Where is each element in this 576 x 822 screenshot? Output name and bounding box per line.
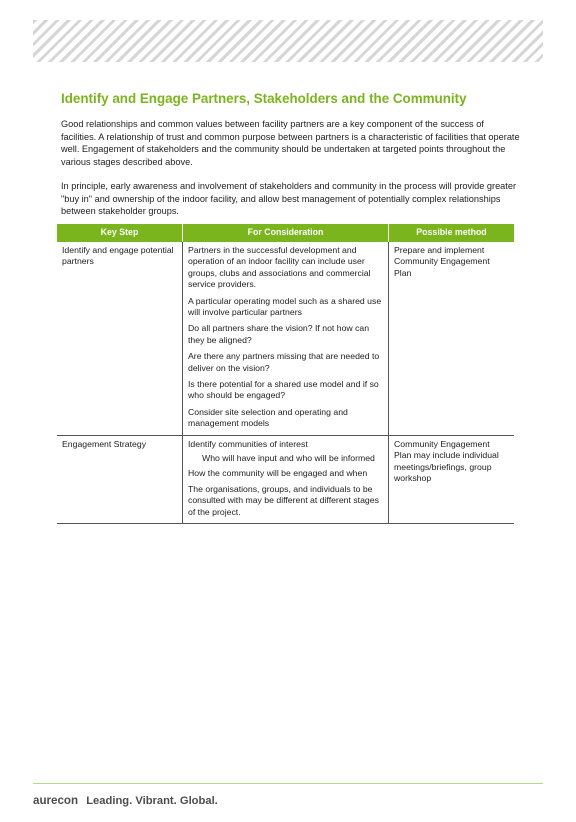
method-cell xyxy=(389,435,515,523)
key-step-cell: Engagement Strategy xyxy=(62,438,147,449)
header-for-consideration: For Consideration xyxy=(183,224,389,242)
consideration-cell xyxy=(183,435,389,523)
consideration-item: How the community will be engaged and when xyxy=(188,467,368,478)
consideration-subitem: Who will have input and who will be informed xyxy=(202,453,375,464)
table-header-row xyxy=(57,224,514,242)
engagement-table xyxy=(57,224,514,524)
consideration-item: Is there potential for a shared use model and if so who should be engaged? xyxy=(188,379,379,401)
consideration-item: A particular operating model such as a shared use will involve particular partners xyxy=(188,295,382,318)
consideration-item: The organisations, groups, and individuals to be consulted with may be different at different stages of the project. xyxy=(188,483,379,517)
principle-paragraph: In principle, early awareness and involvement of stakeholders and community in the process will provide greater "buy in" and ownership of the indoor facility, and allow best management of potentially complex relationships between stakeholder groups. xyxy=(61,181,517,217)
consideration-item: Are there any partners missing that are needed to deliver on the vision? xyxy=(188,351,380,373)
page-title: Identify and Engage Partners, Stakeholders and the Community xyxy=(61,91,467,106)
footer-brand xyxy=(33,794,218,807)
table-row xyxy=(57,435,514,523)
consideration-item: Consider site selection and operating and management models xyxy=(188,406,348,429)
consideration-item: Partners in the successful development and operation of an indoor facility can include user groups, clubs and associations and commercial service providers. xyxy=(188,245,371,290)
key-step-cell: Identify and engage potential partners xyxy=(62,245,174,267)
consideration-item: Identify communities of interest xyxy=(188,438,308,449)
method-item: Community Engagement Plan may include individual meetings/briefings, group workshop xyxy=(394,438,499,483)
footer-divider xyxy=(33,783,543,784)
aurecon-logo: aurecon xyxy=(33,794,79,807)
consideration-cell xyxy=(183,242,389,435)
header-possible-method: Possible method xyxy=(389,224,515,242)
intro-paragraph: Good relationships and common values between facility partners are a key component of the success of facilities. A relationship of trust and common purpose between partners is a characteristic of facilities that operate well. Engagement of stakeholders and the community should be undertaken at targeted points throughout the various stages described above. xyxy=(61,119,520,167)
header-key-step: Key Step xyxy=(57,224,183,242)
table-row xyxy=(57,242,514,435)
method-cell xyxy=(389,242,515,435)
method-item: Prepare and implement Community Engagement Plan xyxy=(394,245,490,278)
header-hatch-band xyxy=(33,20,543,62)
consideration-item: Do all partners share the vision? If not how can they be aligned? xyxy=(188,323,370,345)
footer-tagline: Leading. Vibrant. Global. xyxy=(86,795,218,807)
